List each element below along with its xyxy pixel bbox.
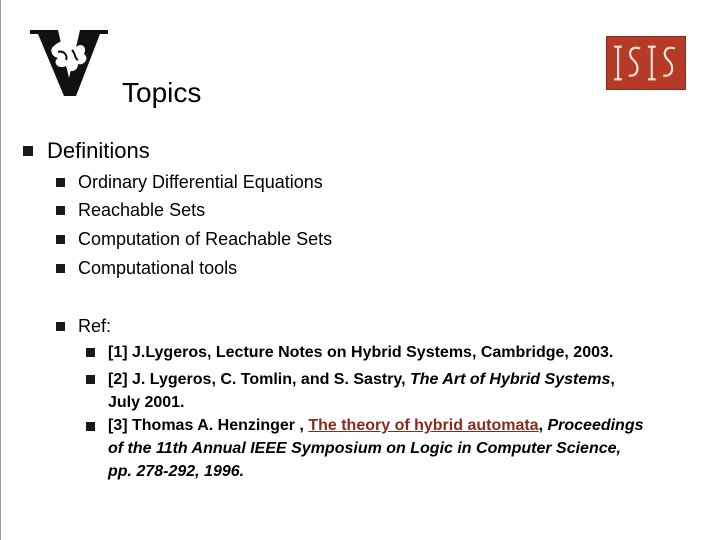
reference-2-authors: [2] J. Lygeros, C. Tomlin, and S. Sastry, [108,371,410,388]
reference-2-punct: , [610,371,615,388]
reference-1-text: [1] J.Lygeros, Lecture Notes on Hybrid Systems, Cambridge, 2003. [108,344,614,361]
ref-heading: Ref: [78,316,112,336]
bullet-marker [56,235,65,244]
slide-left-border [0,0,1,540]
reference-3-sep: , [538,417,548,434]
topic-item-ode: Ordinary Differential Equations [78,172,323,192]
reference-3 [108,414,716,483]
bullet-marker [56,264,65,273]
slide-title: Topics [122,77,202,108]
reference-3-pages: pp. 278-292, 1996. [108,463,245,480]
bullet-marker [23,146,33,156]
bullet-marker [86,422,95,431]
topic-item-tools: Computational tools [78,258,238,278]
bullet-marker [56,322,65,331]
reference-3-venue: of the 11th Annual IEEE Symposium on Logic in Computer Science, [108,440,621,457]
bullet-marker [56,178,65,187]
reference-2-title: The Art of Hybrid Systems [410,371,611,388]
isis-logo [606,36,686,90]
reference-2-date: July 2001. [108,394,185,411]
vanderbilt-logo [28,28,110,98]
definitions-heading: Definitions [47,138,150,163]
reference-3-venue-start: Proceedings [547,417,644,434]
reference-3-author: [3] Thomas A. Henzinger , [108,417,309,434]
bullet-marker [86,348,95,357]
bullet-marker [56,206,65,215]
reference-1 [108,341,716,364]
bullet-marker [86,375,95,384]
topic-item-computation: Computation of Reachable Sets [78,229,333,249]
reference-2 [108,368,716,414]
reference-3-link[interactable]: The theory of hybrid automata [308,417,539,434]
topic-item-reachable-sets: Reachable Sets [78,200,206,220]
